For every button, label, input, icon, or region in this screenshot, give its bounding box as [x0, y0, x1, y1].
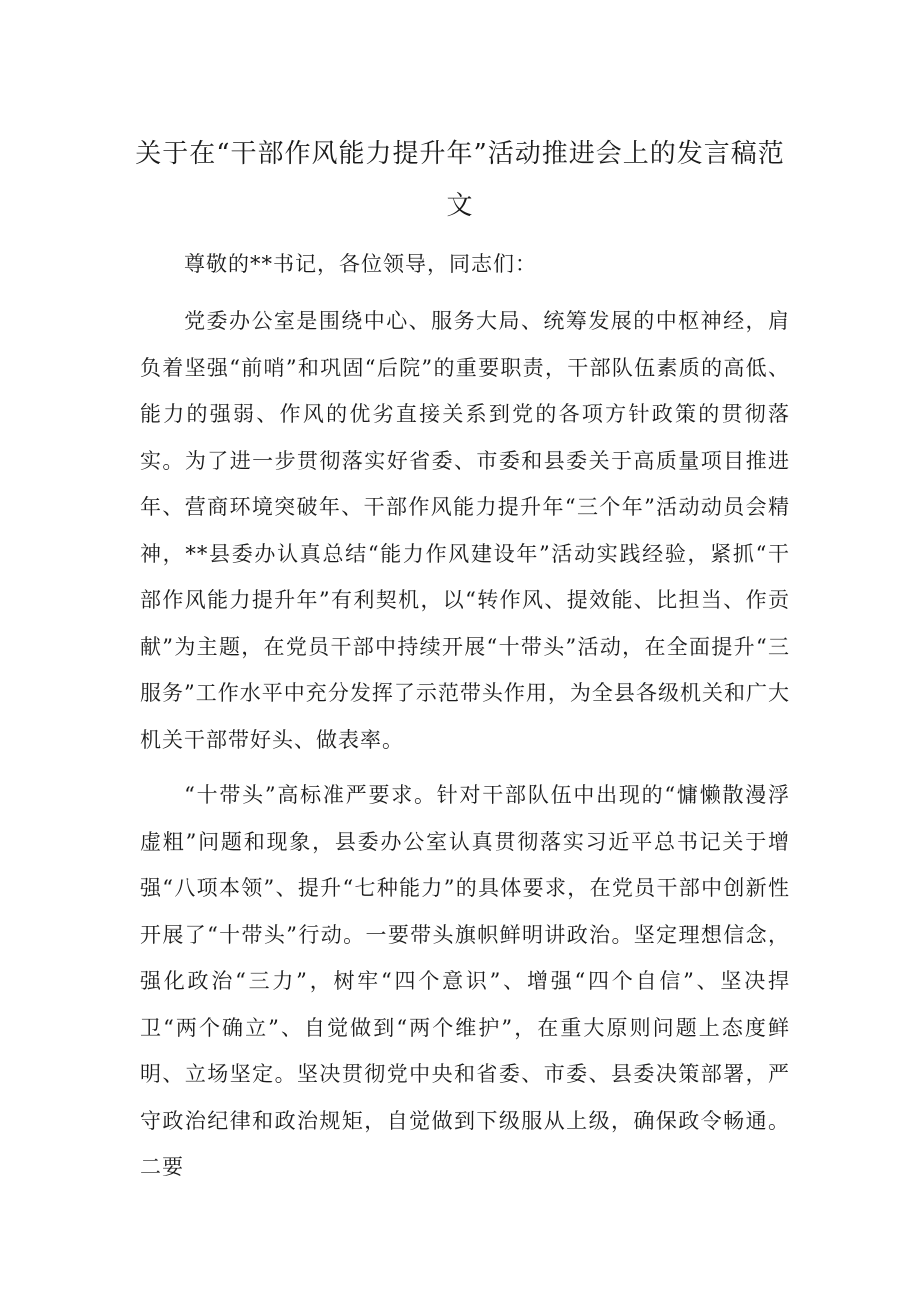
title-line-1: 关于在“干部作风能力提升年”活动推进会上的发言稿范 [135, 139, 785, 169]
body-paragraph-1: 党委办公室是围绕中心、服务大局、统筹发展的中枢神经，肩负着坚强“前哨”和巩固“后院”的重要职责，干部队伍素质的高低、能力的强弱、作风的优劣直接关系到党的各项方针政策的贯彻落实。为了进一步贯彻落实好省委、市委和县委关于高质量项目推进年、营商环境突破年、干部作风能力提升年“三个年”活动动员会精神，**县委办认真总结“能力作风建设年”活动实践经验，紧抓“干部作风能力提升年”有利契机，以“转作风、提效能、比担当、作贡献”为主题，在党员干部中持续开展“十带头”活动，在全面提升“三服务”工作水平中充分发挥了示范带头作用，为全县各级机关和广大机关干部带好头、做表率。 [140, 309, 790, 752]
title-line-2: 文 [446, 191, 474, 221]
salutation: 尊敬的**书记，各位领导，同志们： [184, 252, 537, 276]
document-title [120, 128, 800, 232]
body-paragraph-2: “十带头”高标准严要求。针对干部队伍中出现的“慵懒散漫浮虚粗”问题和现象，县委办公室认真贯彻落实习近平总书记关于增强“八项本领”、提升“七种能力”的具体要求，在党员干部中创新性开展了“十带头”行动。一要带头旗帜鲜明讲政治。坚定理想信念，强化政治“三力”，树牢“四个意识”、增强“四个自信”、坚决捍卫“两个确立”、自觉做到“两个维护”，在重大原则问题上态度鲜明、立场坚定。坚决贯彻党中央和省委、市委、县委决策部署，严守政治纪律和政治规矩，自觉做到下级服从上级，确保政令畅通。二要 [140, 783, 790, 1179]
